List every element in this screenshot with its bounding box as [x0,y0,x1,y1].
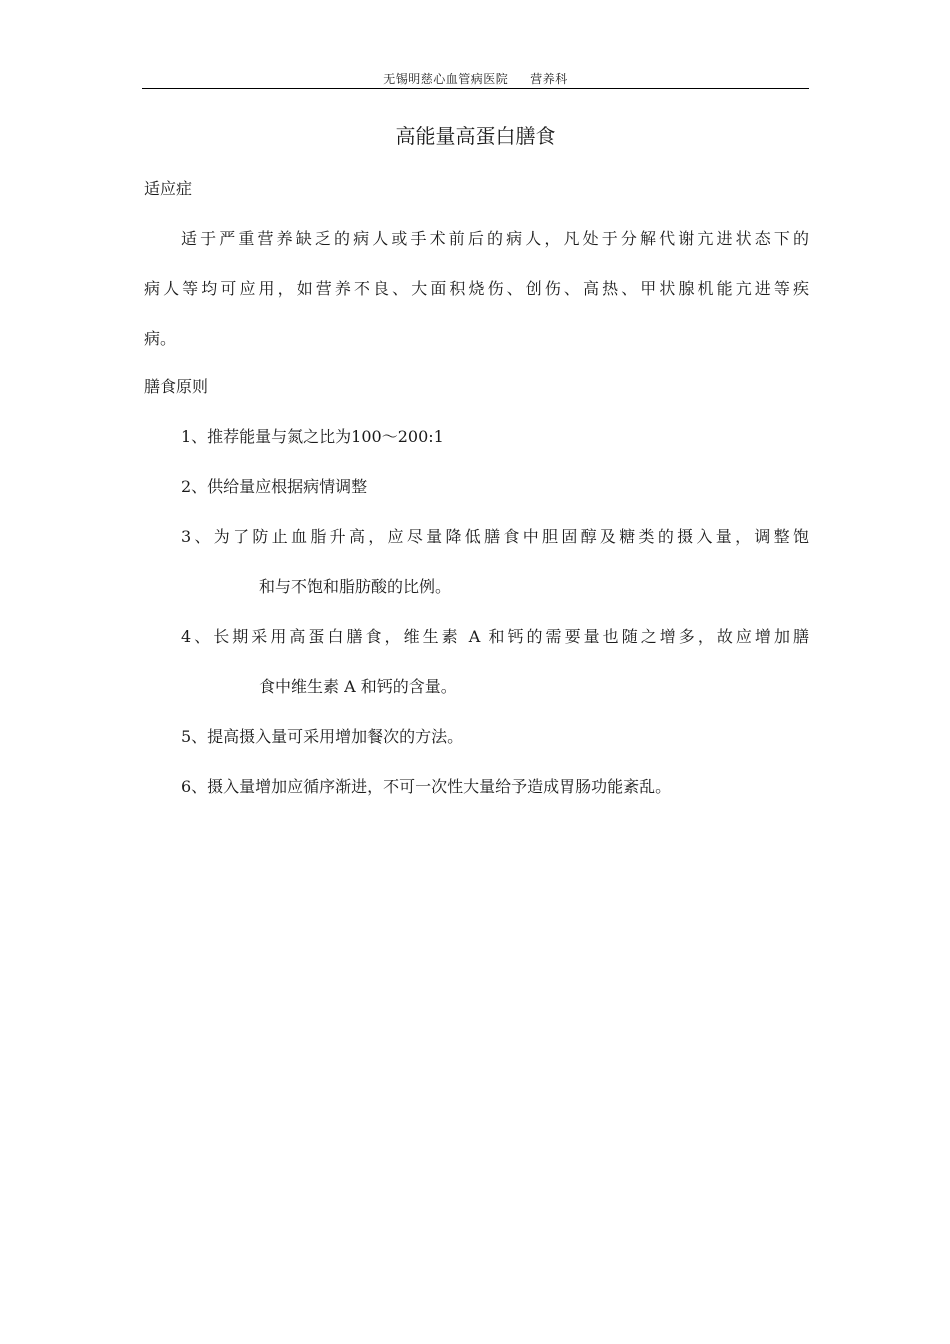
indications-text-line-2: 病人等均可应用，如营养不良、大面积烧伤、创伤、高热、甲状腺机能亢进等疾 [144,279,809,298]
principle-item-2: 2、供给量应根据病情调整 [181,477,368,496]
principle-item-1: 1、推荐能量与氮之比为100～200:1 [181,427,444,446]
principle-item-4-continuation: 食中维生素 A 和钙的含量。 [259,677,457,696]
principle-item-4: 4、长期采用高蛋白膳食，维生素 A 和钙的需要量也随之增多，故应增加膳 [181,627,809,646]
principles-heading: 膳食原则 [144,377,209,396]
principle-item-6: 6、摄入量增加应循序渐进，不可一次性大量给予造成胃肠功能紊乱。 [181,777,672,796]
page-header [142,70,809,88]
principle-item-3: 3、为了防止血脂升高，应尽量降低膳食中胆固醇及糖类的摄入量，调整饱 [181,527,809,546]
hospital-name: 无锡明慈心血管病医院 [383,72,509,86]
indications-text-line-1: 适于严重营养缺乏的病人或手术前后的病人，凡处于分解代谢亢进状态下的 [181,229,809,248]
principle-item-3-continuation: 和与不饱和脂肪酸的比例。 [259,577,452,596]
principle-item-5: 5、提高摄入量可采用增加餐次的方法。 [181,727,464,746]
department-name: 营养科 [530,72,568,86]
indications-text-line-3: 病。 [144,329,177,348]
indications-heading: 适应症 [144,179,193,198]
header-divider [142,88,809,89]
document-title: 高能量高蛋白膳食 [395,124,556,148]
